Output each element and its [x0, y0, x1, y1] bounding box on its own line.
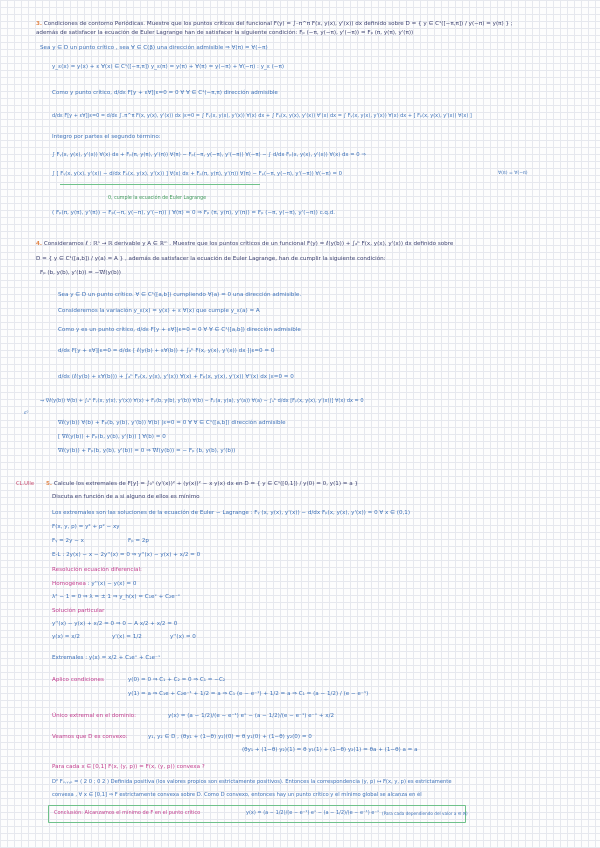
s3-line-7: Integro por partes el segundo término:: [52, 134, 161, 140]
s4-number: 4.: [36, 241, 43, 247]
s5-line-1: 5. Calcule los extremales de F[y] = ∫₀¹ (y'(x))² + (y(x))² − x y(x) dx en D = { y ∈ C¹([0,1]) / y(0) = 0, y(1) = a }: [46, 481, 359, 487]
s4-line-10: ∇ℓ(y(b)) ∀(b) + Fₚ(b, y(b), y'(b)) ∀(b) |ε=0 = 0 ∀ ∀ ∈ C¹([a,b]) dirección admisible: [58, 420, 286, 426]
s4-line-12: ∇ℓ(y(b)) + Fₚ(b, y(b), y'(b)) = 0 ⇒ ∇ℓ(y(b)) = − Fₚ (b, y(b), y'(b)): [58, 448, 236, 454]
s5-line-12c: y''(x) = 0: [170, 634, 196, 640]
s5-conclusion-formula: y(x) = (a − 1/2)/(e − e⁻¹) eˣ − (a − 1/2)/(e − e⁻¹) e⁻ˣ: [246, 810, 380, 816]
s5-line-14: Aplico condiciones: [52, 677, 104, 683]
s5-line-19: Para cada x ∈ [0,1] F(x, (y, p)) = F(x, (y, p)) convexa ?: [52, 764, 205, 770]
s3-number: 3.: [36, 21, 43, 27]
s5-number: 5.: [46, 481, 53, 487]
s5-line-8: Homogénea : y''(x) − y(x) = 0: [52, 581, 137, 587]
s5-line-21: convexa , ∀ x ∈ [0,1] ⇒ F estrictamente convexa sobre D. Como D convexo, entonces hay un punto crítico y el mínimo global se alcanza en él: [52, 792, 422, 798]
s5-line-16b: y(x) = (a − 1/2)/(e − e⁻¹) eˣ − (a − 1/2)/(e − e⁻¹) e⁻ˣ + x/2: [168, 713, 335, 719]
s3-line-2: además de satisfacer la ecuación de Euler Lagrange han de satisfacer la siguiente condición: Fₚ (−π, y(−π), y'(−π)) = Fₚ (π, y(π), y'(π)): [36, 30, 414, 36]
s3-line-10: 0, cumple la ecuación de Euler Lagrange: [108, 196, 207, 201]
s5-line-10: Solución particular: [52, 608, 105, 614]
s5-line-6: E-L : 2y(x) − x − 2y''(x) = 0 ⇒ y''(x) − y(x) + x/2 = 0: [52, 552, 201, 558]
s5-line-5b: Fₚ = 2p: [128, 538, 149, 544]
s4-side: ε⁰: [24, 411, 29, 416]
s3-note: ∀(π) = ∀(−π): [498, 171, 528, 176]
s5-line-15: y(1) = a ⇒ C₁e + C₂e⁻¹ + 1/2 = a ⇒ C₁ (e − e⁻¹) + 1/2 = a ⇒ C₁ = (a − 1/2) / (e − e⁻¹): [128, 691, 369, 697]
s4-line-2: D = { y ∈ C¹([a,b]) / y(a) = A } , además de satisfacer la ecuación de Euler Lagrange, han de cumplir la siguiente condición:: [36, 256, 386, 262]
s4-line-1: 4. Consideramos ℓ : ℝⁿ → ℝ derivable y A ∈ ℝᵐ . Muestre que los puntos críticos de un funcional F(y) = ℓ(y(b)) + ∫ₐᵇ F(x, y(x), y'(x)) dx definido sobre: [36, 241, 454, 247]
s3-line-4: y_ε(x) = y(x) + ε ∀(x) ∈ C¹([−π,π]) y_ε(π) = y(π) + ∀(π) = y(−π) + ∀(−π) : y_ε (−π): [52, 64, 285, 70]
s3-underbrace: [60, 184, 260, 185]
s5-line-7: Resolución ecuación diferencial:: [52, 567, 142, 573]
s5-line-11: y''(x) − y(x) + x/2 = 0 ⇒ 0 − A x/2 + x/2 = 0: [52, 621, 178, 627]
margin-note: CL.Ulle: [16, 481, 35, 487]
s5-line-12a: y(x) = x/2: [52, 634, 80, 640]
s5-line-5a: Fᵧ = 2y − x: [52, 538, 84, 544]
s3-line-1: 3. Condiciones de contorno Periódicas. Muestre que los puntos críticos del funcional F(y) = ∫₋π^π F(x, y(x), y'(x)) dx definido sobre D = { y ∈ C¹([−π,π]) / y(−π) = y(π) } ;: [36, 21, 513, 27]
s4-line-6: Como y es un punto crítico, d/dε F[y + ε∀]|ε=0 = 0 ∀ ∀ ∈ C¹([a,b]) dirección admisible: [58, 327, 301, 333]
s5-line-18: (θy₁ + (1−θ) y₂)(1) = θ y₁(1) + (1−θ) y₂(1) = θa + (1−θ) a = a: [242, 747, 418, 753]
s4-line-11: [ ∇ℓ(y(b)) + Fₚ(b, y(b), y'(b)) ] ∀(b) = 0: [58, 434, 166, 440]
s5-line-9: λ² − 1 = 0 ⇒ λ = ± 1 ⇒ y_h(x) = C₁eˣ + C₂e⁻ˣ: [52, 594, 181, 600]
s5-line-17b: y₁, y₂ ∈ D , (θy₁ + (1−θ) y₂)(0) = θ y₁(0) + (1−θ) y₂(0) = 0: [148, 734, 312, 740]
s5-line-4: F(x, y, p) = y² + p² − xy: [52, 524, 120, 530]
s5-conclusion-label: Conclusión: Alcanzamos el mínimo de F en el punto crítico: [54, 810, 201, 816]
s4-line-4: Sea y ∈ D un punto crítico. ∀ ∈ C¹([a,b]) cumpliendo ∀(a) = 0 una dirección admisible.: [58, 292, 302, 298]
s3-line-11: ( Fₚ(π, y(π), y'(π)) − Fₚ(−π, y(−π), y'(−π)) ) ∀(π) = 0 ⇒ Fₚ (π, y(π), y'(π)) = Fₚ (−π, y(−π), y'(−π)) c.q.d.: [52, 210, 336, 216]
s5-line-14a: y(0) = 0 ⇒ C₁ + C₂ = 0 ⇒ C₁ = −C₂: [128, 677, 226, 683]
s5-conclusion-note: (Para cada dependiendo del valor a ∈ ℝ): [382, 811, 468, 816]
s4-line-7: d/dε F[y + ε∀]|ε=0 = d/dε [ ℓ(y(b) + ε∀(b)) + ∫ₐᵇ F(x, y(x), y'(x)) dx ]|ε=0 = 0: [58, 348, 275, 354]
s5-line-13: Extremales : y(x) = x/2 + C₁eˣ + C₂e⁻ˣ: [52, 655, 161, 661]
s5-line-20: D² Fₓ,ᵧ,ₚ = ( 2 0 ; 0 2 ) Definida positiva (los valores propios son estrictamente positivos). Entonces la correspondencia (y, p) ↦ F(x, y, p) es estrictamente: [52, 779, 452, 785]
s3-line-5: Como y punto crítico, d/dε F[y + ε∀]|ε=0 = 0 ∀ ∀ ∈ C¹(−π,π) dirección admisible: [52, 90, 278, 96]
s5-line-3: Los extremales son las soluciones de la ecuación de Euler − Lagrange : Fᵧ (x, y(x), y'(x)) − d/dx Fₚ(x, y(x), y'(x)) = 0 ∀ x ∈ (0,1): [52, 510, 411, 516]
s3-line-9: ∫ [ Fᵧ(x, y(x), y'(x)) − d/dx Fₚ(x, y(x), y'(x)) ] ∀(x) dx + Fₚ(π, y(π), y'(π)) ∀(π) − Fₚ(−π, y(−π), y'(−π)) ∀(−π) = 0: [52, 171, 342, 177]
s3-line-6: d/dε F[y + ε∀]|ε=0 = d/dε ∫₋π^π F(x, y(x), y'(x)) dx |ε=0 = ∫ Fᵧ(x, y(x), y'(x)) ∀(x) dx + ∫ Fₚ(x, y(x), y'(x)) ∀'(x) dx = ∫ Fᵧ(x, y(x), y'(x)) ∀(x) dx + [ Fₚ(x, y(x), y'(x)) ∀(x) ]: [52, 113, 472, 119]
s5-line-17a: Veamos que D es convexo:: [52, 734, 128, 740]
s3-line-3: Sea y ∈ D un punto crítico , sea ∀ ∈ C(β) una dirección admisible ⇒ ∀(π) = ∀(−π): [40, 45, 268, 51]
s4-line-5: Consideremos la variación y_ε(x) = y(x) + ε ∀(x) que cumple y_ε(a) = A: [58, 308, 260, 314]
s5-line-12b: y'(x) = 1/2: [112, 634, 142, 640]
s5-line-2: Discuta en función de a si alguno de ellos es mínimo: [52, 494, 200, 500]
s4-line-8: d/dε (ℓ(y(b) + ε∀(b))) + ∫ₐᵇ Fᵧ(x, y(x), y'(x)) ∀(x) + Fₚ(x, y(x), y'(x)) ∀'(x) dx |ε=0 = 0: [58, 374, 294, 380]
s3-line-8: ∫ Fᵧ(x, y(x), y'(x)) ∀(x) dx + Fₚ(π, y(π), y'(π)) ∀(π) − Fₚ(−π, y(−π), y'(−π)) ∀(−π) − ∫ d/dx Fₚ(x, y(x), y'(x)) ∀(x) dx = 0 ⇒: [52, 152, 366, 158]
s4-line-3: Fₚ (b, y(b), y'(b)) = −∇ℓ(y(b)): [40, 270, 121, 276]
s5-line-16a: Único extremal en el dominio:: [52, 713, 137, 719]
s4-line-9: ⇒ ∇ℓ(y(b)) ∀(b) + ∫ₐᵇ Fᵧ(x, y(x), y'(x)) ∀(x) + Fₚ(b, y(b), y'(b)) ∀(b) − Fₚ(a, y(a), y'(a)) ∀(a) − ∫ₐᵇ d/dx [Fₚ(x, y(x), y'(x))] ∀(x) dx = 0: [40, 398, 364, 404]
